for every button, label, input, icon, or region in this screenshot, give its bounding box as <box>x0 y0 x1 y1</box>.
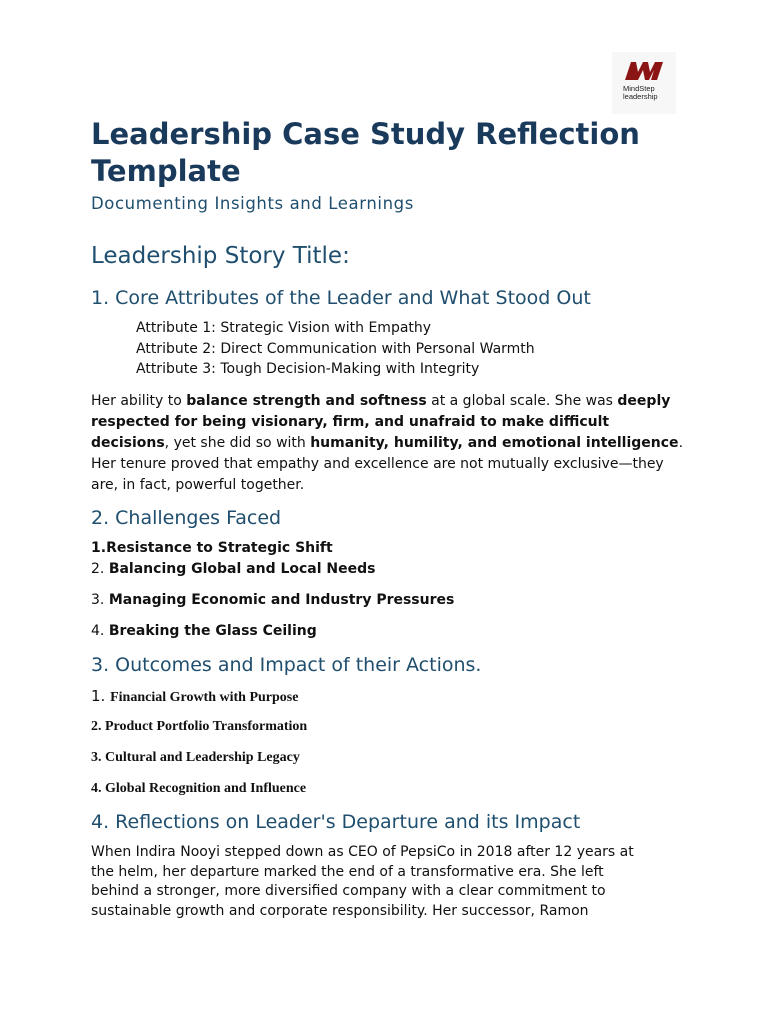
challenge-text: Managing Economic and Industry Pressures <box>108 592 455 608</box>
outcome-item <box>91 750 300 766</box>
outcome-text: Financial Growth with Purpose <box>110 690 299 705</box>
outcome-number: 1. <box>91 687 111 705</box>
outcome-number: 2. <box>91 719 105 734</box>
outcome-item <box>91 781 306 797</box>
outcome-item <box>91 719 307 735</box>
paragraph-line: sustainable growth and corporate responsibility. Her successor, Ramon <box>91 902 589 919</box>
challenge-text: Resistance to Strategic Shift <box>106 540 333 556</box>
outcome-text: Global Recognition and Influence <box>105 781 307 796</box>
outcome-number: 4. <box>91 781 105 796</box>
challenge-item <box>91 592 454 608</box>
challenge-number: 3. <box>91 592 109 608</box>
paragraph-bold-text: humanity, humility, and emotional intelligence <box>310 435 679 451</box>
section-4-paragraph <box>91 843 691 921</box>
paragraph-text: , yet she did so with <box>164 435 311 451</box>
brand-logo <box>612 52 676 114</box>
section-2-heading: 2. Challenges Faced <box>91 507 282 529</box>
challenge-number: 2. <box>91 561 109 577</box>
challenge-item <box>91 561 375 577</box>
attribute-3: Attribute 3: Tough Decision-Making with Integrity <box>136 361 480 377</box>
logo-line-1: MindStep <box>623 84 655 93</box>
challenge-item <box>91 623 317 639</box>
outcome-number: 3. <box>91 750 105 765</box>
story-title-label: Leadership Story Title: <box>91 243 350 269</box>
outcome-item <box>91 687 298 706</box>
mindstep-logo-mark-icon <box>623 60 665 82</box>
outcome-text: Product Portfolio Transformation <box>105 719 308 734</box>
paragraph-bold-text: balance strength and softness <box>186 393 427 409</box>
challenge-number: 4. <box>91 623 109 639</box>
paragraph-line: When Indira Nooyi stepped down as CEO of PepsiCo in 2018 after 12 years at <box>91 844 634 860</box>
document-subtitle: Documenting Insights and Learnings <box>91 194 414 213</box>
challenge-item <box>91 540 333 556</box>
paragraph-bold-text: deeply respected for being visionary, firm, and unafraid to make difficult decisions <box>91 393 671 451</box>
section-1-paragraph <box>91 391 691 496</box>
logo-line-2: leadership <box>623 92 658 101</box>
attribute-2: Attribute 2: Direct Communication with Personal Warmth <box>136 341 535 357</box>
document-title: Leadership Case Study Reflection Template <box>91 117 640 188</box>
challenge-text: Balancing Global and Local Needs <box>108 561 376 577</box>
paragraph-line: behind a stronger, more diversified company with a clear commitment to <box>91 883 606 899</box>
attribute-1: Attribute 1: Strategic Vision with Empathy <box>136 320 432 336</box>
paragraph-line: the helm, her departure marked the end of a transformative era. She left <box>91 863 604 880</box>
section-3-heading: 3. Outcomes and Impact of their Actions. <box>91 654 482 676</box>
section-4-heading: 4. Reflections on Leader's Departure and its Impact <box>91 811 581 833</box>
section-1-heading: 1. Core Attributes of the Leader and What Stood Out <box>91 287 591 309</box>
logo-text <box>623 85 658 101</box>
paragraph-text: Her ability to <box>91 393 187 409</box>
outcome-text: Cultural and Leadership Legacy <box>105 750 300 765</box>
paragraph-text: . Her tenure proved that empathy and excellence are not mutually exclusive—they are, in fact, powerful together. <box>91 435 684 493</box>
challenge-number: 1. <box>91 540 107 556</box>
challenge-text: Breaking the Glass Ceiling <box>108 623 317 639</box>
paragraph-text: at a global scale. She was <box>426 393 618 409</box>
